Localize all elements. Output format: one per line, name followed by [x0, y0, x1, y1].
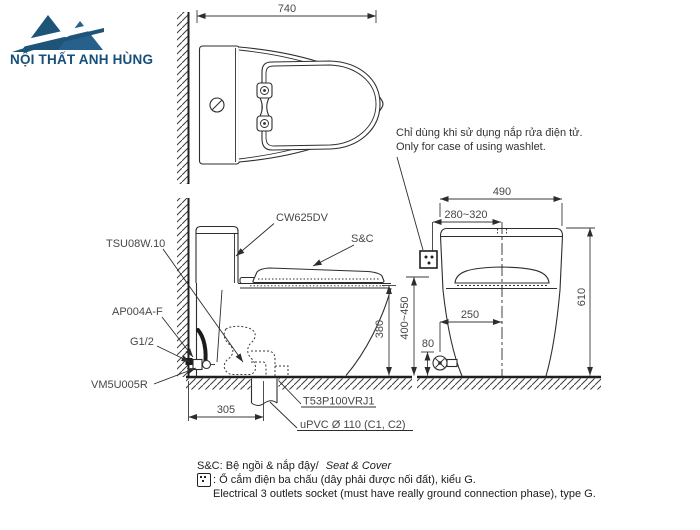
part-fill-valve-label: TSU08W.10: [106, 238, 166, 250]
front-view: [397, 157, 601, 390]
washlet-note-en: Only for case of using washlet.: [396, 141, 546, 153]
trapway-hidden: [224, 326, 288, 376]
floor-hatch: [417, 379, 601, 390]
brand-logo: [8, 6, 158, 72]
footnote-seat-cover: [197, 459, 596, 473]
dim-socket-height-label: 400~450: [399, 296, 411, 340]
seat-cover-profile: [253, 268, 384, 283]
footnote-socket-vi: : Ổ cắm điện ba chấu (dây phải được nối đất), kiểu G.: [213, 474, 476, 486]
part-wall-fitting-label: AP004A-F: [112, 306, 163, 318]
footnote-seat-cover-vi: S&C: Bệ ngồi & nắp đậy/: [197, 460, 319, 472]
dim-supply-height-label: 80: [421, 338, 435, 350]
brand-name: NỘI THẤT ANH HÙNG: [10, 52, 154, 67]
floor-hatch: [186, 379, 412, 390]
dim-drain-offset-label: 305: [216, 404, 236, 416]
socket-icon: [197, 473, 211, 487]
washlet-note: [396, 126, 583, 154]
part-thread-label: G1/2: [130, 336, 154, 348]
dim-top-width-label: 740: [277, 3, 297, 15]
dim-socket-offset-label: 280~320: [444, 209, 488, 221]
footnote-socket-vi-row: [197, 473, 596, 487]
footnotes: [197, 459, 596, 501]
part-flange-label: T53P100VRJ1: [303, 395, 375, 408]
wall-hatch: [177, 198, 188, 377]
dim-total-height-label: 610: [576, 287, 588, 307]
brand-logo-mark: [8, 6, 158, 52]
supply-valve: [433, 356, 457, 370]
footnote-seat-cover-en: Seat & Cover: [325, 460, 392, 472]
dim-front-width-label: 490: [492, 186, 512, 198]
part-supply-hose-label: VM5U005R: [91, 379, 148, 391]
wall-hatch: [177, 12, 188, 184]
angle-valve: [186, 358, 216, 370]
footnote-socket-en: Electrical 3 outlets socket (must have really ground connection phase), type G.: [213, 488, 596, 500]
socket-icon: [420, 251, 437, 268]
part-drain-pipe-label: uPVC Ø 110 (C1, C2): [300, 419, 406, 431]
part-tank-label: CW625DV: [276, 212, 328, 224]
side-view: [91, 198, 413, 431]
top-view: [177, 3, 383, 184]
tank-profile: [196, 227, 238, 284]
seat-cover-plan: [262, 61, 380, 150]
part-seat-label: S&C: [351, 233, 374, 245]
washlet-note-vi: Chỉ dùng khi sử dụng nắp rửa điện tử.: [396, 127, 583, 139]
dim-supply-offset-label: 250: [460, 309, 480, 321]
dim-seat-height-label: 380: [374, 319, 386, 339]
